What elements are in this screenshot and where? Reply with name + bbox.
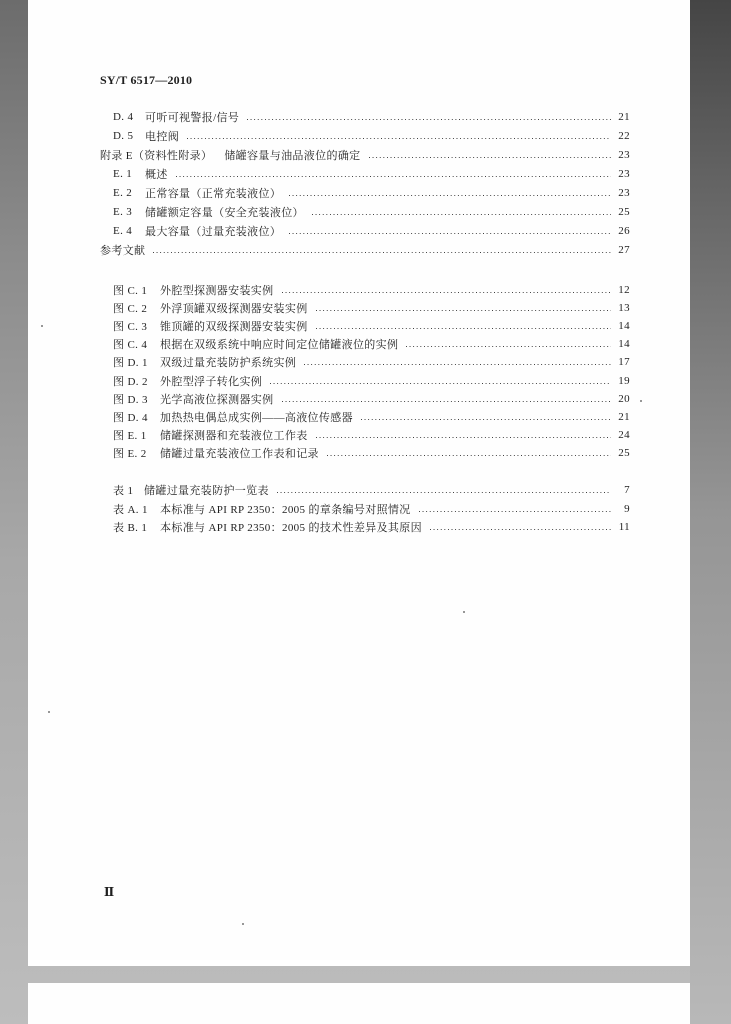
- figure-entry: [113, 335, 630, 353]
- figure-title: 储罐过量充装液位工作表和记录: [160, 447, 319, 460]
- table-page-number: 11: [618, 521, 630, 534]
- entry-title: 正常容量（正常充装液位）: [145, 187, 282, 200]
- entry-number: D. 5: [113, 129, 134, 142]
- entry-title: 储罐额定容量（安全充装液位）: [145, 206, 304, 219]
- toc-entry: [100, 164, 630, 183]
- figure-number: 图 C. 3: [113, 321, 148, 334]
- table-entry: [113, 481, 630, 500]
- toc-entry: [100, 221, 630, 240]
- table-number: 表 1: [113, 485, 134, 498]
- entry-page-number: 26: [618, 224, 630, 237]
- figure-number: 图 D. 3: [113, 393, 148, 406]
- list-of-tables: [113, 481, 630, 537]
- dot-leader: [361, 419, 611, 420]
- dot-leader: [406, 346, 611, 347]
- document-standard-code: SY/T 6517—2010: [100, 73, 193, 87]
- entry-number: E. 4: [113, 224, 133, 237]
- figure-number: 图 E. 2: [113, 447, 147, 460]
- toc-entry: [100, 183, 630, 202]
- table-entry: [113, 500, 630, 519]
- scan-speck: [41, 325, 43, 327]
- figure-number: 图 C. 2: [113, 303, 148, 316]
- figure-number: 图 D. 2: [113, 375, 148, 388]
- entry-page-number: 27: [618, 243, 630, 256]
- entry-page-number: 23: [618, 167, 630, 180]
- figure-page-number: 14: [618, 320, 630, 333]
- figure-number: 图 C. 1: [113, 285, 148, 298]
- viewer-background-shade: [690, 0, 731, 1024]
- entry-title: 最大容量（过量充装液位）: [145, 225, 282, 238]
- list-of-figures: [113, 281, 630, 462]
- figure-entry: [113, 317, 630, 335]
- toc-entry-references: [100, 240, 630, 259]
- figure-title: 外腔型探测器安装实例: [160, 285, 274, 298]
- figure-number: 图 D. 4: [113, 411, 148, 424]
- table-entry: [113, 518, 630, 537]
- scan-speck: [48, 711, 50, 713]
- figure-page-number: 19: [618, 374, 630, 387]
- figure-number: 图 E. 1: [113, 429, 147, 442]
- dot-leader: [270, 383, 611, 384]
- figure-title: 外浮顶罐双级探测器安装实例: [160, 303, 308, 316]
- figure-entry: [113, 281, 630, 299]
- dot-leader: [304, 364, 611, 365]
- entry-title: 概述: [145, 168, 168, 181]
- figure-page-number: 12: [618, 284, 630, 297]
- figure-page-number: 25: [618, 446, 630, 459]
- dot-leader: [176, 176, 611, 177]
- next-document-page: [28, 983, 690, 1024]
- entry-title: 储罐容量与油品液位的确定: [224, 149, 361, 162]
- entry-title: 参考文献: [100, 244, 146, 257]
- entry-title: 可听可视警报/信号: [145, 111, 240, 124]
- table-title: 储罐过量充装防护一览表: [144, 485, 269, 498]
- toc-entry: [100, 107, 630, 126]
- dot-leader: [316, 310, 611, 311]
- dot-leader: [282, 401, 612, 402]
- figure-title: 根据在双级系统中响应时间定位储罐液位的实例: [160, 339, 399, 352]
- figure-entry: [113, 390, 630, 408]
- figure-page-number: 14: [618, 338, 630, 351]
- toc-sections: [100, 107, 630, 259]
- figure-page-number: 24: [618, 428, 630, 441]
- scan-speck: [640, 400, 642, 402]
- figure-entry: [113, 426, 630, 444]
- toc-entry-appendix: [100, 145, 630, 164]
- dot-leader: [289, 195, 611, 196]
- dot-leader: [289, 233, 611, 234]
- table-number: 表 A. 1: [113, 503, 148, 516]
- appendix-label: 附录 E（资料性附录）: [100, 149, 213, 162]
- figure-title: 储罐探测器和充装液位工作表: [160, 429, 308, 442]
- dot-leader: [316, 328, 611, 329]
- dot-leader: [419, 511, 611, 512]
- dot-leader: [430, 529, 611, 530]
- dot-leader: [312, 214, 611, 215]
- figure-entry: [113, 371, 630, 389]
- entry-number: E. 3: [113, 205, 133, 218]
- figure-page-number: 20: [618, 392, 630, 405]
- dot-leader: [282, 292, 612, 293]
- figure-title: 外腔型浮子转化实例: [160, 375, 263, 388]
- toc-entry: [100, 202, 630, 221]
- figure-page-number: 13: [618, 302, 630, 315]
- entry-number: E. 2: [113, 186, 133, 199]
- figure-title: 锥顶罐的双级探测器安装实例: [160, 321, 308, 334]
- figure-number: 图 C. 4: [113, 339, 148, 352]
- page-footer-number: Ⅱ: [104, 885, 115, 899]
- toc-entry: [100, 126, 630, 145]
- figure-title: 光学高液位探测器实例: [160, 393, 274, 406]
- dot-leader: [247, 119, 611, 120]
- entry-page-number: 25: [618, 205, 630, 218]
- entry-title: 电控阀: [145, 130, 180, 143]
- dot-leader: [153, 252, 611, 253]
- dot-leader: [369, 157, 611, 158]
- entry-page-number: 23: [618, 186, 630, 199]
- entry-page-number: 21: [618, 110, 630, 123]
- figure-page-number: 17: [618, 356, 630, 369]
- figure-entry: [113, 408, 630, 426]
- dot-leader: [316, 437, 611, 438]
- table-title: 本标准与 API RP 2350：2005 的章条编号对照情况: [160, 503, 411, 516]
- dot-leader: [187, 138, 611, 139]
- figure-page-number: 21: [618, 410, 630, 423]
- entry-number: E. 1: [113, 167, 133, 180]
- scan-speck: [242, 923, 244, 925]
- entry-page-number: 22: [618, 129, 630, 142]
- document-page: [28, 0, 690, 966]
- dot-leader: [327, 455, 611, 456]
- table-number: 表 B. 1: [113, 522, 148, 535]
- figure-entry: [113, 444, 630, 462]
- figure-title: 加热热电偶总成实例——高液位传感器: [160, 411, 353, 424]
- figure-entry: [113, 299, 630, 317]
- table-page-number: 7: [624, 484, 630, 497]
- table-page-number: 9: [624, 502, 630, 515]
- table-title: 本标准与 API RP 2350：2005 的技术性差异及其原因: [160, 522, 422, 535]
- scan-speck: [463, 611, 465, 613]
- dot-leader: [277, 492, 611, 493]
- figure-title: 双级过量充装防护系统实例: [160, 357, 297, 370]
- figure-number: 图 D. 1: [113, 357, 148, 370]
- figure-entry: [113, 353, 630, 371]
- entry-page-number: 23: [618, 148, 630, 161]
- entry-number: D. 4: [113, 110, 134, 123]
